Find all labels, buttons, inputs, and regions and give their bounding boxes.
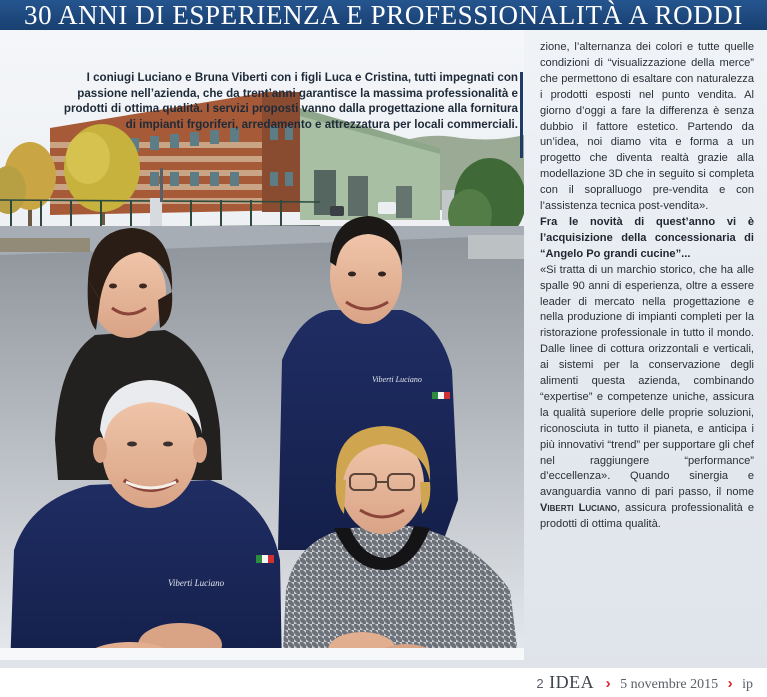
son-sweater-logo: Viberti Luciano xyxy=(372,375,422,384)
page-folio xyxy=(536,670,753,694)
caption-rule xyxy=(520,72,523,158)
article-question: Fra le novità di quest’anno vi è l’acquisizione della concessionaria di “Angelo Po grandi cucine”... xyxy=(540,215,754,260)
family-photo xyxy=(0,30,524,660)
edition-code: ip xyxy=(742,677,753,692)
headline-banner xyxy=(0,0,767,30)
page-number: 2 xyxy=(536,676,544,691)
chevron-right-icon-2: › xyxy=(727,675,733,692)
chevron-right-icon: › xyxy=(605,675,611,692)
article-paragraph-1: zione, l’alternanza dei colori e tutte quelle condizioni di “visualizzazione della merce” che permettono di esaltare con naturalezza i prodotti esposti nel punto vendita. Al giorno d’oggi a fare la differenza è senza dubbio il fattore estetico. Partendo da un’idea, noi diamo vita e forma a un progetto che diventa realtà grazie alla modellazione 3D che in seguito si completa con il sopralluogo pre-vendita e con l’assistenza tecnica post-vendita». xyxy=(540,41,754,213)
article-column xyxy=(540,40,754,533)
article-paragraph-3-end: , assicura professionalità e prodotti di ottima qualità. xyxy=(540,502,755,531)
company-name: Viberti Luciano xyxy=(540,502,617,515)
article-paragraph-3-text: «Si tratta di un marchio storico, che ha alle spalle 90 anni di esperienza, oltre a essere leader di mercato nella progettazione e nella produzione di impianti completi per la ristorazione professionale in tutto il mondo. Dalle linee di cottura orizzontali e verticali, ai sistemi per la conservazione degli alimenti questa azienda, combinando “expertise” e competenze uniche, assicura la qualità superiore delle proprie soluzioni, riconosciuta in tutto il pianeta, e anticipa i più innovativi “trend” per supportare gli chef nel raggiungere “performance” d’eccellenza». Quando sinergia e avanguardia vanno di pari passo, il nome xyxy=(540,263,754,499)
father-sweater-logo: Viberti Luciano xyxy=(168,578,225,588)
photo-caption: I coniugi Luciano e Bruna Viberti con i figli Luca e Cristina, tutti impegnati con passione nell’azienda, che da trent’anni garantisce la massima professionalità e prodotti di ottima qualità. I servizi proposti vanno dalla progettazione alla fornitura di impianti frgoriferi, arredamento e attrezzatura per locali commerciali. xyxy=(63,71,518,131)
issue-date: 5 novembre 2015 xyxy=(620,677,719,692)
headline-title: 30 ANNI DI ESPERIENZA E PROFESSIONALITÀ A RODDI xyxy=(24,0,743,30)
article-paragraph-3 xyxy=(540,263,754,533)
magazine-name: IDEA xyxy=(549,672,595,692)
